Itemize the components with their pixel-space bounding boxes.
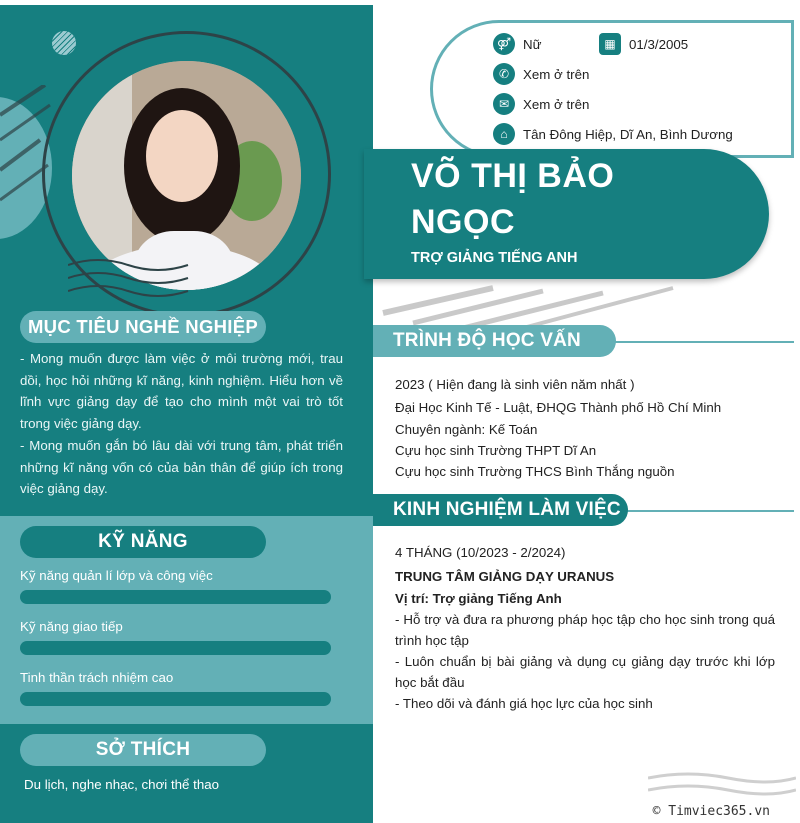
education-line: Cựu học sinh Trường THCS Bình Thắng nguồn xyxy=(395,464,675,479)
decorative-hatched-dot xyxy=(52,31,76,55)
education-line: Cựu học sinh Trường THPT Dĩ An xyxy=(395,443,597,458)
hobbies-title: SỞ THÍCH xyxy=(20,734,266,766)
left-top-panel xyxy=(0,5,373,516)
skills-title: KỸ NĂNG xyxy=(20,526,266,558)
experience-title: KINH NGHIỆM LÀM VIỆC xyxy=(373,494,628,526)
experience-position: Vị trí: Trợ giảng Tiếng Anh xyxy=(395,591,562,606)
dob-value: 01/3/2005 xyxy=(629,36,689,52)
skill-bar xyxy=(20,692,331,706)
experience-duty: - Theo dõi và đánh giá học lực của học sinh xyxy=(395,696,653,711)
education-title: TRÌNH ĐỘ HỌC VẤN xyxy=(373,325,616,357)
objective-paragraph-1: - Mong muốn được làm việc ở môi trường mới, trau dồi, học hỏi những kĩ năng, kinh nghiệm. Hiểu hơn về lĩnh vực giảng dạy để tạo cho mình một vai trò tốt trong việc giảng dạy. xyxy=(20,351,343,431)
home-icon: ⌂ xyxy=(493,123,515,145)
experience-period: 4 THÁNG (10/2023 - 2/2024) xyxy=(395,545,566,560)
education-line: Đại Học Kinh Tế - Luật, ĐHQG Thành phố Hồ Chí Minh xyxy=(395,400,722,415)
calendar-icon: ▦ xyxy=(599,33,621,55)
hobbies-text: Du lịch, nghe nhạc, chơi thể thao xyxy=(24,777,219,792)
experience-duty: - Luôn chuẩn bị bài giảng và dụng cụ giảng dạy trước khi lớp học bắt đầu xyxy=(395,654,775,691)
full-name xyxy=(411,153,711,245)
job-role: TRỢ GIẢNG TIẾNG ANH xyxy=(411,250,578,266)
gender-icon: ⚤ xyxy=(493,33,515,55)
email-icon: ✉ xyxy=(493,93,515,115)
address-value: Tân Đông Hiệp, Dĩ An, Bình Dương xyxy=(523,126,733,142)
phone-value: Xem ở trên xyxy=(523,66,590,82)
contact-phone xyxy=(493,63,589,85)
experience-rule xyxy=(610,510,794,512)
contact-dob xyxy=(599,33,688,55)
email-value: Xem ở trên xyxy=(523,96,590,112)
experience-company: TRUNG TÂM GIẢNG DẠY URANUS xyxy=(395,569,615,584)
education-line: 2023 ( Hiện đang là sinh viên năm nhất ) xyxy=(395,377,635,392)
hobbies-panel xyxy=(0,724,373,823)
contact-gender xyxy=(493,33,542,55)
education-rule xyxy=(600,341,794,343)
skill-label: Kỹ năng quản lí lớp và công việc xyxy=(20,568,213,583)
contact-email xyxy=(493,93,589,115)
objective-title: MỤC TIÊU NGHỀ NGHIỆP xyxy=(20,311,266,343)
education-line: Chuyên ngành: Kế Toán xyxy=(395,422,538,437)
objective-paragraph-2: - Mong muốn gắn bó lâu dài với trung tâm, phát triển những kĩ năng vốn có của bản thân để giúp ích trong việc giảng dạy. xyxy=(20,438,343,496)
skill-label: Tinh thần trách nhiệm cao xyxy=(20,670,174,685)
skill-bar xyxy=(20,590,331,604)
name-line-2: NGỌC xyxy=(411,203,515,241)
name-line-1: VÕ THỊ BẢO xyxy=(411,157,615,195)
skill-label: Kỹ năng giao tiếp xyxy=(20,619,123,634)
contact-address xyxy=(493,123,733,145)
contact-box xyxy=(430,20,794,158)
phone-icon: ✆ xyxy=(493,63,515,85)
skills-panel xyxy=(0,516,373,724)
watermark-footer: © Timviec365.vn xyxy=(652,804,770,819)
name-banner xyxy=(364,149,769,279)
skill-bar xyxy=(20,641,331,655)
decorative-wave-lines xyxy=(68,250,198,310)
gender-value: Nữ xyxy=(523,36,542,52)
experience-duty: - Hỗ trợ và đưa ra phương pháp học tập cho học sinh trong quá trình học tập xyxy=(395,612,775,649)
decorative-wave-lines xyxy=(648,770,796,804)
